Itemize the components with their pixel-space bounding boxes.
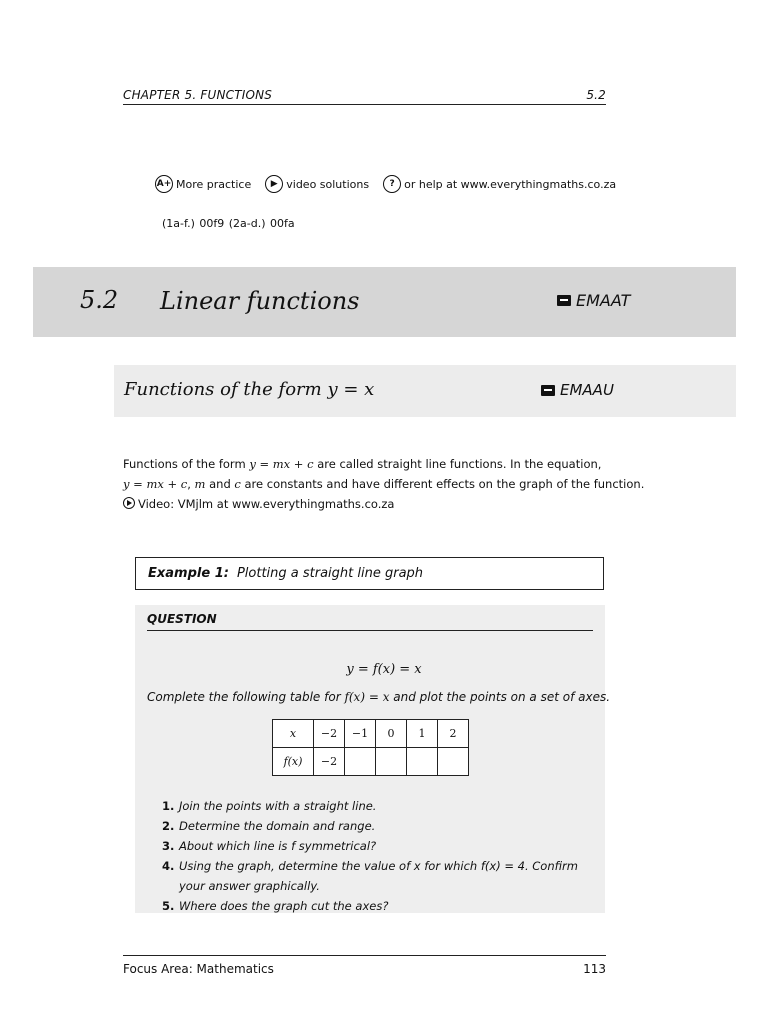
practice-codes: (1a-f.) 00f9 (2a-d.) 00fa: [162, 217, 295, 230]
math-span: y = mx + c: [249, 457, 314, 471]
video-solutions-link[interactable]: video solutions: [286, 177, 370, 191]
item-text: Using the graph, determine the value of x for which f(x) = 4. Confirm your answer graphically.: [179, 859, 578, 893]
video-line[interactable]: [123, 494, 608, 514]
example-box: [135, 557, 604, 590]
question-heading: QUESTION: [147, 612, 593, 631]
table-cell: [438, 748, 469, 776]
list-item: [162, 856, 602, 896]
play-icon: [123, 497, 135, 509]
question-equation: y = f(x) = x: [346, 662, 422, 677]
practice-links: [155, 173, 630, 195]
question-instruction: [147, 690, 610, 704]
section-code-text: EMAAT: [576, 291, 631, 310]
text-span: Complete the following table for: [147, 690, 345, 704]
running-header: [123, 88, 606, 105]
subsection-title-math: y = x: [327, 379, 375, 400]
question-icon: ?: [383, 175, 401, 193]
page-footer: [123, 955, 606, 982]
footer-label: Focus Area: Mathematics: [123, 962, 274, 976]
task-list: [162, 796, 602, 916]
table-row: [273, 720, 469, 748]
list-item: [162, 896, 602, 916]
section-code[interactable]: [557, 291, 630, 310]
math-span: y = mx + c: [123, 477, 188, 491]
item-number: 4.: [162, 859, 175, 873]
values-table: [272, 719, 469, 776]
list-item: [162, 796, 602, 816]
paragraph-line: [123, 454, 608, 474]
video-link[interactable]: Video: VMjlm at www.everythingmaths.co.za: [138, 497, 395, 511]
example-title: Plotting a straight line graph: [236, 566, 424, 581]
text-span: ,: [187, 477, 195, 491]
text-span: and: [205, 477, 235, 491]
item-number: 2.: [162, 819, 175, 833]
list-item: [162, 816, 602, 836]
intro-paragraph: [123, 454, 645, 514]
subsection-title: [124, 379, 374, 400]
subsection-title-text: Functions of the form: [124, 379, 328, 400]
help-link[interactable]: or help at www.everythingmaths.co.za: [404, 177, 617, 191]
code-badge-icon: [557, 295, 571, 306]
paragraph-line: [123, 474, 645, 494]
table-cell: 1: [407, 720, 438, 748]
item-text: About which line is f symmetrical?: [179, 839, 377, 853]
item-number: 3.: [162, 839, 175, 853]
table-row: [273, 748, 469, 776]
page-number: 113: [583, 962, 606, 976]
section-heading-title: Linear functions: [160, 287, 360, 315]
text-span: are called straight line functions. In the equation,: [313, 457, 602, 471]
text-span: and plot the points on a set of axes.: [389, 690, 611, 704]
more-practice-link[interactable]: More practice: [176, 177, 252, 191]
section-number: 5.2: [586, 88, 606, 102]
table-cell: 0: [376, 720, 407, 748]
table-cell: [407, 748, 438, 776]
math-span: c: [234, 477, 241, 491]
table-cell: −2: [314, 720, 345, 748]
math-span: f(x) = x: [344, 690, 390, 704]
table-cell: −1: [345, 720, 376, 748]
example-label: Example 1:: [148, 566, 229, 581]
item-number: 1.: [162, 799, 175, 813]
item-text: Determine the domain and range.: [179, 819, 376, 833]
table-cell: [376, 748, 407, 776]
table-cell: x: [273, 720, 314, 748]
section-heading-number: 5.2: [80, 286, 119, 314]
text-span: are constants and have different effects on the graph of the function.: [240, 477, 645, 491]
text-span: Functions of the form: [123, 457, 250, 471]
subsection-code[interactable]: [541, 381, 614, 399]
subsection-code-text: EMAAU: [560, 381, 614, 399]
item-text: Join the points with a straight line.: [179, 799, 377, 813]
math-span: m: [194, 477, 206, 491]
table-cell: f(x): [273, 748, 314, 776]
table-cell: −2: [314, 748, 345, 776]
item-text: Where does the graph cut the axes?: [179, 899, 389, 913]
section-band: [33, 267, 736, 337]
code-badge-icon: [541, 385, 555, 396]
list-item: [162, 836, 602, 856]
table-cell: 2: [438, 720, 469, 748]
table-cell: [345, 748, 376, 776]
a-plus-icon: A+: [155, 175, 173, 193]
chapter-title: CHAPTER 5. FUNCTIONS: [123, 88, 273, 102]
play-icon: ▶: [265, 175, 283, 193]
item-number: 5.: [162, 899, 175, 913]
